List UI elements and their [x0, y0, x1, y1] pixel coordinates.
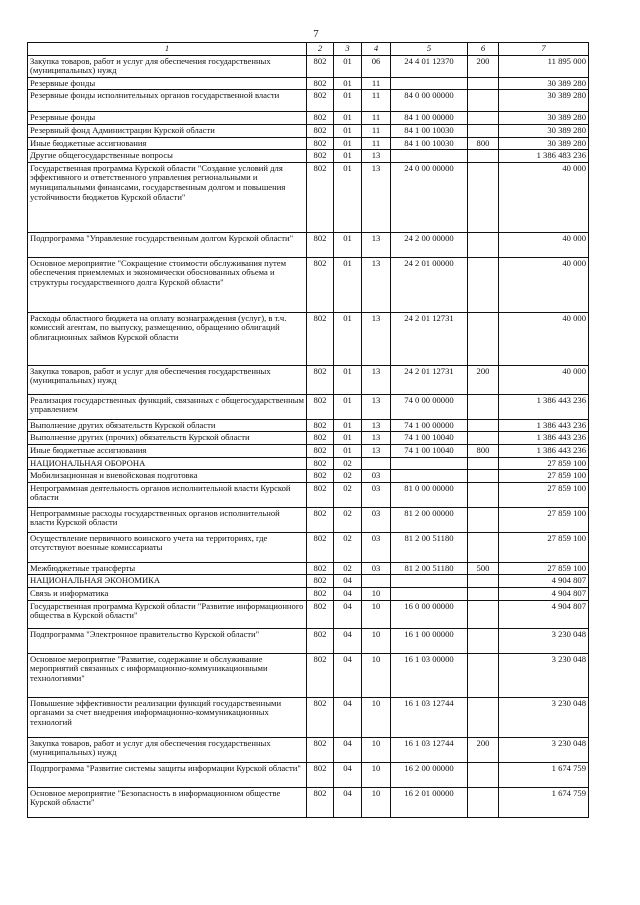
subsection-code-cell: 11: [362, 112, 391, 125]
expense-name-cell: Резервные фонды: [28, 77, 307, 90]
subsection-code-cell: 03: [362, 532, 391, 562]
amount-cell: 30 389 280: [499, 137, 589, 150]
section-code-cell: 04: [334, 762, 362, 787]
target-article-cell: 74 0 00 00000: [391, 394, 468, 419]
subsection-code-cell: 03: [362, 470, 391, 483]
expense-type-cell: 800: [468, 137, 499, 150]
grbs-code-cell: 802: [307, 150, 334, 163]
subsection-code-cell: 10: [362, 762, 391, 787]
amount-cell: 3 230 048: [499, 737, 589, 762]
section-code-cell: 04: [334, 575, 362, 588]
target-article-cell: 84 1 00 10030: [391, 124, 468, 137]
expense-type-cell: [468, 90, 499, 112]
expense-name-cell: Иные бюджетные ассигнования: [28, 137, 307, 150]
amount-cell: 27 859 100: [499, 482, 589, 507]
table-row: [28, 737, 589, 762]
grbs-code-cell: 802: [307, 77, 334, 90]
expense-name-cell: Основное мероприятие "Безопасность в информационном обществе Курской области": [28, 787, 307, 817]
table-row: [28, 653, 589, 697]
target-article-cell: 16 1 03 12744: [391, 737, 468, 762]
grbs-code-cell: 802: [307, 600, 334, 628]
grbs-code-cell: 802: [307, 482, 334, 507]
amount-cell: 30 389 280: [499, 124, 589, 137]
target-article-cell: 84 1 00 00000: [391, 112, 468, 125]
section-code-cell: 01: [334, 419, 362, 432]
subsection-code-cell: 11: [362, 137, 391, 150]
target-article-cell: 74 1 00 10040: [391, 432, 468, 445]
grbs-code-cell: 802: [307, 365, 334, 394]
grbs-code-cell: 802: [307, 232, 334, 257]
expense-type-cell: [468, 653, 499, 697]
expense-type-cell: [468, 124, 499, 137]
table-row: [28, 587, 589, 600]
table-row: [28, 419, 589, 432]
table-row: [28, 575, 589, 588]
section-code-cell: 04: [334, 628, 362, 653]
page-number: 7: [313, 28, 319, 40]
amount-cell: 1 386 443 236: [499, 394, 589, 419]
table-row: [28, 137, 589, 150]
table-row: [28, 444, 589, 457]
section-code-cell: 01: [334, 432, 362, 445]
amount-cell: 40 000: [499, 232, 589, 257]
table-row: [28, 482, 589, 507]
grbs-code-cell: 802: [307, 575, 334, 588]
subsection-code-cell: 11: [362, 77, 391, 90]
expense-type-cell: [468, 432, 499, 445]
amount-cell: 27 859 100: [499, 457, 589, 470]
expense-type-cell: 200: [468, 55, 499, 77]
section-code-cell: 01: [334, 394, 362, 419]
amount-cell: 1 386 443 236: [499, 419, 589, 432]
target-article-cell: 16 0 00 00000: [391, 600, 468, 628]
target-article-cell: 24 2 01 12731: [391, 365, 468, 394]
grbs-code-cell: 802: [307, 787, 334, 817]
subsection-code-cell: 10: [362, 697, 391, 737]
expense-name-cell: НАЦИОНАЛЬНАЯ ОБОРОНА: [28, 457, 307, 470]
section-code-cell: 02: [334, 482, 362, 507]
section-code-cell: 01: [334, 77, 362, 90]
target-article-cell: [391, 150, 468, 163]
amount-cell: 3 230 048: [499, 653, 589, 697]
subsection-code-cell: 13: [362, 432, 391, 445]
grbs-code-cell: 802: [307, 628, 334, 653]
amount-cell: 1 674 759: [499, 787, 589, 817]
expense-name-cell: Непрограммная деятельность органов исполнительной власти Курской области: [28, 482, 307, 507]
column-header: 4: [362, 43, 391, 56]
grbs-code-cell: 802: [307, 419, 334, 432]
subsection-code-cell: 13: [362, 312, 391, 365]
target-article-cell: 24 4 01 12370: [391, 55, 468, 77]
expense-name-cell: Резервный фонд Администрации Курской области: [28, 124, 307, 137]
expense-name-cell: Государственная программа Курской области "Развитие информационного общества в Курской области": [28, 600, 307, 628]
subsection-code-cell: 03: [362, 507, 391, 532]
expense-name-cell: Осуществление первичного воинского учета на территориях, где отсутствуют военные комиссариаты: [28, 532, 307, 562]
subsection-code-cell: 10: [362, 587, 391, 600]
expense-type-cell: [468, 697, 499, 737]
grbs-code-cell: 802: [307, 394, 334, 419]
subsection-code-cell: 13: [362, 257, 391, 312]
expense-name-cell: Подпрограмма "Развитие системы защиты информации Курской области": [28, 762, 307, 787]
grbs-code-cell: 802: [307, 532, 334, 562]
subsection-code-cell: 13: [362, 394, 391, 419]
subsection-code-cell: [362, 575, 391, 588]
grbs-code-cell: 802: [307, 653, 334, 697]
expense-name-cell: Основное мероприятие "Развитие, содержание и обслуживание мероприятий связанных с информационно-коммуникационными технологиями": [28, 653, 307, 697]
table-row: [28, 600, 589, 628]
grbs-code-cell: 802: [307, 444, 334, 457]
grbs-code-cell: 802: [307, 470, 334, 483]
expense-type-cell: [468, 587, 499, 600]
table-row: [28, 532, 589, 562]
expense-name-cell: НАЦИОНАЛЬНАЯ ЭКОНОМИКА: [28, 575, 307, 588]
amount-cell: 40 000: [499, 162, 589, 232]
amount-cell: 1 386 443 236: [499, 444, 589, 457]
table-row: [28, 432, 589, 445]
amount-cell: 27 859 100: [499, 532, 589, 562]
expense-name-cell: Государственная программа Курской области "Создание условий для эффективного и ответственного управления региональными и муниципальными финансами, государственным долгом и повышения устойчивости бюджетов Курской области": [28, 162, 307, 232]
expense-name-cell: Основное мероприятие "Сокращение стоимости обслуживания путем обеспечения приемлемых и экономически обоснованных объема и структуры государственного долга Курской области": [28, 257, 307, 312]
table-row: [28, 562, 589, 575]
section-code-cell: 04: [334, 697, 362, 737]
amount-cell: 40 000: [499, 312, 589, 365]
amount-cell: 1 386 443 236: [499, 432, 589, 445]
table-row: [28, 312, 589, 365]
section-code-cell: 02: [334, 532, 362, 562]
section-code-cell: 02: [334, 562, 362, 575]
expense-type-cell: 200: [468, 365, 499, 394]
table-row: [28, 150, 589, 163]
subsection-code-cell: 10: [362, 737, 391, 762]
expense-type-cell: [468, 532, 499, 562]
section-code-cell: 02: [334, 457, 362, 470]
amount-cell: 4 904 807: [499, 575, 589, 588]
subsection-code-cell: 10: [362, 600, 391, 628]
section-code-cell: 02: [334, 470, 362, 483]
table-row: [28, 90, 589, 112]
subsection-code-cell: 10: [362, 653, 391, 697]
expense-name-cell: Закупка товаров, работ и услуг для обеспечения государственных (муниципальных) нужд: [28, 365, 307, 394]
expense-type-cell: [468, 507, 499, 532]
amount-cell: 30 389 280: [499, 112, 589, 125]
target-article-cell: 16 2 01 00000: [391, 787, 468, 817]
expense-name-cell: Закупка товаров, работ и услуг для обеспечения государственных (муниципальных) нужд: [28, 55, 307, 77]
expense-type-cell: [468, 575, 499, 588]
expense-name-cell: Закупка товаров, работ и услуг для обеспечения государственных (муниципальных) нужд: [28, 737, 307, 762]
section-code-cell: 01: [334, 90, 362, 112]
amount-cell: 1 386 483 236: [499, 150, 589, 163]
expense-name-cell: Выполнение других обязательств Курской области: [28, 419, 307, 432]
subsection-code-cell: 13: [362, 150, 391, 163]
grbs-code-cell: 802: [307, 587, 334, 600]
target-article-cell: 16 1 00 00000: [391, 628, 468, 653]
section-code-cell: 01: [334, 444, 362, 457]
target-article-cell: 24 0 00 00000: [391, 162, 468, 232]
target-article-cell: 81 0 00 00000: [391, 482, 468, 507]
expense-type-cell: [468, 312, 499, 365]
expense-name-cell: Резервные фонды исполнительных органов государственной власти: [28, 90, 307, 112]
table-row: [28, 257, 589, 312]
expense-type-cell: [468, 419, 499, 432]
expense-name-cell: Межбюджетные трансферты: [28, 562, 307, 575]
grbs-code-cell: 802: [307, 697, 334, 737]
target-article-cell: 24 2 01 12731: [391, 312, 468, 365]
amount-cell: 30 389 280: [499, 90, 589, 112]
section-code-cell: 04: [334, 737, 362, 762]
section-code-cell: 01: [334, 162, 362, 232]
section-code-cell: 04: [334, 787, 362, 817]
table-row: [28, 628, 589, 653]
table-row: [28, 162, 589, 232]
table-row: [28, 112, 589, 125]
expense-type-cell: [468, 628, 499, 653]
subsection-code-cell: 10: [362, 787, 391, 817]
expense-type-cell: [468, 77, 499, 90]
expense-type-cell: [468, 112, 499, 125]
expense-type-cell: [468, 257, 499, 312]
budget-table: [27, 42, 589, 818]
subsection-code-cell: 13: [362, 365, 391, 394]
expense-type-cell: [468, 470, 499, 483]
target-article-cell: [391, 587, 468, 600]
target-article-cell: 16 2 00 00000: [391, 762, 468, 787]
target-article-cell: 84 1 00 10030: [391, 137, 468, 150]
table-row: [28, 457, 589, 470]
subsection-code-cell: 13: [362, 444, 391, 457]
expense-type-cell: [468, 150, 499, 163]
grbs-code-cell: 802: [307, 162, 334, 232]
expense-name-cell: Подпрограмма "Электронное правительство Курской области": [28, 628, 307, 653]
section-code-cell: 01: [334, 312, 362, 365]
target-article-cell: [391, 77, 468, 90]
subsection-code-cell: 13: [362, 162, 391, 232]
amount-cell: 27 859 100: [499, 562, 589, 575]
expense-type-cell: [468, 762, 499, 787]
grbs-code-cell: 802: [307, 137, 334, 150]
table-row: [28, 507, 589, 532]
target-article-cell: 81 2 00 51180: [391, 562, 468, 575]
target-article-cell: 74 1 00 10040: [391, 444, 468, 457]
amount-cell: 3 230 048: [499, 628, 589, 653]
subsection-code-cell: 03: [362, 482, 391, 507]
table-row: [28, 762, 589, 787]
grbs-code-cell: 802: [307, 312, 334, 365]
table-row: [28, 365, 589, 394]
subsection-code-cell: 03: [362, 562, 391, 575]
target-article-cell: 16 1 03 00000: [391, 653, 468, 697]
expense-name-cell: Другие общегосударственные вопросы: [28, 150, 307, 163]
grbs-code-cell: 802: [307, 562, 334, 575]
expense-name-cell: Связь и информатика: [28, 587, 307, 600]
section-code-cell: 01: [334, 124, 362, 137]
expense-type-cell: [468, 394, 499, 419]
expense-name-cell: Выполнение других (прочих) обязательств Курской области: [28, 432, 307, 445]
section-code-cell: 04: [334, 653, 362, 697]
expense-type-cell: [468, 787, 499, 817]
grbs-code-cell: 802: [307, 762, 334, 787]
amount-cell: 4 904 807: [499, 587, 589, 600]
amount-cell: 30 389 280: [499, 77, 589, 90]
subsection-code-cell: 13: [362, 232, 391, 257]
expense-name-cell: Реализация государственных функций, связанных с общегосударственным управлением: [28, 394, 307, 419]
section-code-cell: 04: [334, 587, 362, 600]
target-article-cell: 81 2 00 51180: [391, 532, 468, 562]
column-header: 7: [499, 43, 589, 56]
target-article-cell: [391, 470, 468, 483]
expense-type-cell: 500: [468, 562, 499, 575]
expense-name-cell: Расходы областного бюджета на оплату вознаграждения (услуг), в т.ч. комиссий агентам, по выпуску, размещению, обращению облигаций облигационных займов Курской области: [28, 312, 307, 365]
grbs-code-cell: 802: [307, 457, 334, 470]
table-row: [28, 697, 589, 737]
expense-type-cell: 200: [468, 737, 499, 762]
section-code-cell: 01: [334, 232, 362, 257]
amount-cell: 11 895 000: [499, 55, 589, 77]
grbs-code-cell: 802: [307, 90, 334, 112]
expense-type-cell: [468, 457, 499, 470]
amount-cell: 40 000: [499, 365, 589, 394]
table-row: [28, 394, 589, 419]
subsection-code-cell: 11: [362, 124, 391, 137]
target-article-cell: 81 2 00 00000: [391, 507, 468, 532]
subsection-code-cell: 13: [362, 419, 391, 432]
expense-name-cell: Мобилизационная и вневойсковая подготовка: [28, 470, 307, 483]
expense-name-cell: Непрограммные расходы государственных органов исполнительной власти Курской области: [28, 507, 307, 532]
expense-name-cell: Подпрограмма "Управление государственным долгом Курской области": [28, 232, 307, 257]
table-row: [28, 232, 589, 257]
table-row: [28, 124, 589, 137]
section-code-cell: 01: [334, 150, 362, 163]
subsection-code-cell: [362, 457, 391, 470]
grbs-code-cell: 802: [307, 737, 334, 762]
expense-type-cell: [468, 600, 499, 628]
grbs-code-cell: 802: [307, 124, 334, 137]
target-article-cell: 16 1 03 12744: [391, 697, 468, 737]
subsection-code-cell: 06: [362, 55, 391, 77]
expense-name-cell: Резервные фонды: [28, 112, 307, 125]
amount-cell: 1 674 759: [499, 762, 589, 787]
column-header: 5: [391, 43, 468, 56]
expense-type-cell: 800: [468, 444, 499, 457]
subsection-code-cell: 10: [362, 628, 391, 653]
grbs-code-cell: 802: [307, 432, 334, 445]
amount-cell: 27 859 100: [499, 507, 589, 532]
section-code-cell: 01: [334, 257, 362, 312]
column-header: 2: [307, 43, 334, 56]
section-code-cell: 01: [334, 112, 362, 125]
grbs-code-cell: 802: [307, 507, 334, 532]
amount-cell: 27 859 100: [499, 470, 589, 483]
amount-cell: 4 904 807: [499, 600, 589, 628]
target-article-cell: 24 2 01 00000: [391, 257, 468, 312]
column-header: 6: [468, 43, 499, 56]
section-code-cell: 01: [334, 365, 362, 394]
table-header-row: [28, 43, 589, 56]
column-header: 3: [334, 43, 362, 56]
column-header: 1: [28, 43, 307, 56]
grbs-code-cell: 802: [307, 55, 334, 77]
table-row: [28, 77, 589, 90]
expense-type-cell: [468, 162, 499, 232]
expense-name-cell: Повышение эффективности реализации функций государственными органами за счет внедрения информационно-коммуникационных технологий: [28, 697, 307, 737]
target-article-cell: [391, 575, 468, 588]
target-article-cell: 84 0 00 00000: [391, 90, 468, 112]
amount-cell: 40 000: [499, 257, 589, 312]
target-article-cell: 24 2 00 00000: [391, 232, 468, 257]
grbs-code-cell: 802: [307, 112, 334, 125]
expense-type-cell: [468, 482, 499, 507]
amount-cell: 3 230 048: [499, 697, 589, 737]
section-code-cell: 04: [334, 600, 362, 628]
subsection-code-cell: 11: [362, 90, 391, 112]
table-row: [28, 470, 589, 483]
target-article-cell: [391, 457, 468, 470]
section-code-cell: 01: [334, 55, 362, 77]
table-row: [28, 787, 589, 817]
section-code-cell: 01: [334, 137, 362, 150]
expense-name-cell: Иные бюджетные ассигнования: [28, 444, 307, 457]
grbs-code-cell: 802: [307, 257, 334, 312]
expense-type-cell: [468, 232, 499, 257]
target-article-cell: 74 1 00 00000: [391, 419, 468, 432]
table-row: [28, 55, 589, 77]
section-code-cell: 02: [334, 507, 362, 532]
